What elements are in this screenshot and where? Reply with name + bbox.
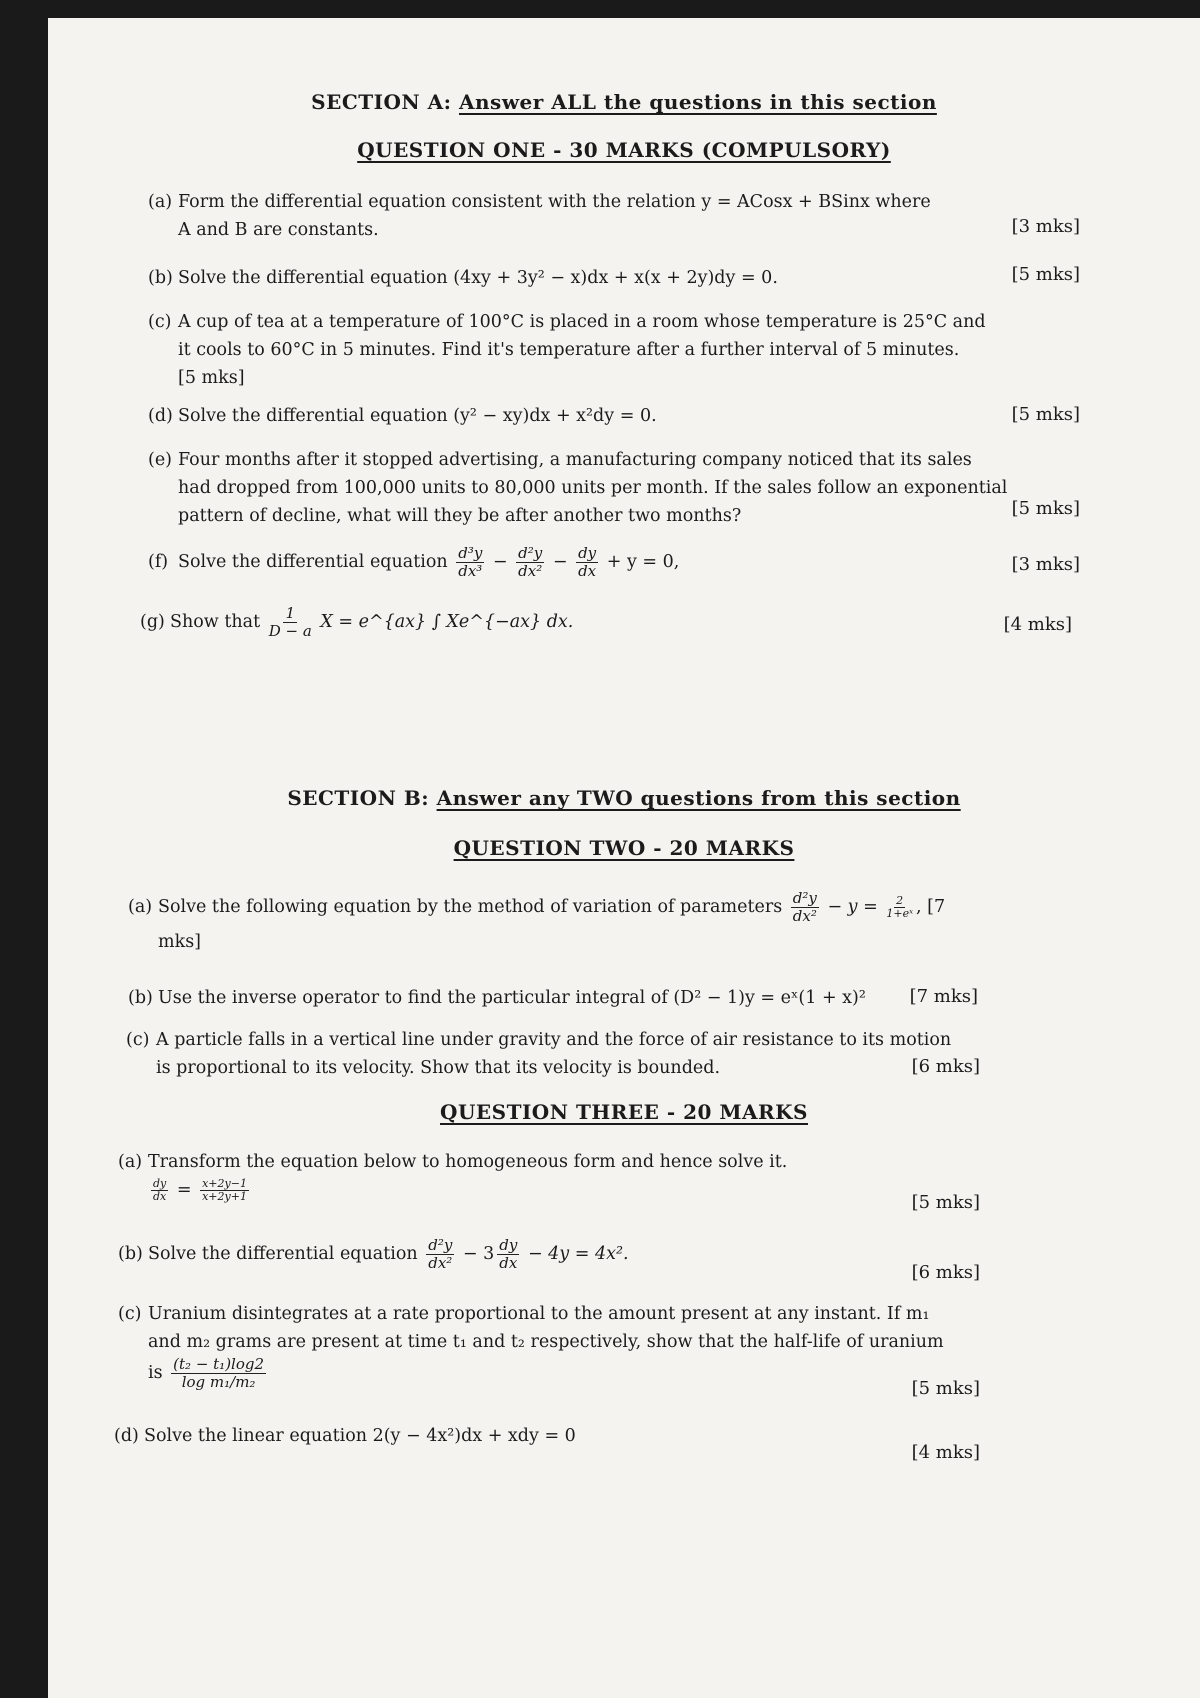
item-text: A particle falls in a vertical line under gravity and the force of air resistance to its motion bbox=[156, 1030, 952, 1050]
marks-q1e: [5 mks] bbox=[1011, 498, 1080, 519]
item-label: (d) bbox=[148, 406, 173, 426]
fraction-2-over-1-plus-ex bbox=[886, 895, 913, 920]
operator: − bbox=[492, 552, 508, 572]
frac-den: dx² bbox=[518, 562, 543, 580]
marks-q2a: , [7 bbox=[916, 897, 946, 917]
frac-den: dx bbox=[499, 1254, 518, 1272]
fraction-half-life bbox=[171, 1356, 266, 1391]
frac-num: (t₂ − t₁)log2 bbox=[173, 1355, 265, 1373]
fraction-d2y-dx2 bbox=[516, 545, 544, 580]
frac-den: dx² bbox=[792, 907, 817, 925]
operator: − y = bbox=[827, 897, 878, 917]
item-label: (f) bbox=[148, 552, 169, 572]
marks-q3c: [5 mks] bbox=[911, 1378, 980, 1399]
question-one-title bbox=[48, 138, 1200, 162]
q3-item-b bbox=[118, 1234, 858, 1274]
q1-item-c bbox=[148, 308, 1078, 392]
section-a-instruction: Answer ALL the questions in this section bbox=[459, 90, 937, 114]
frac-num: d²y bbox=[428, 1236, 453, 1254]
item-text-tail: − 4y = 4x². bbox=[527, 1244, 629, 1264]
item-text: Show that bbox=[170, 612, 261, 632]
item-label: (d) bbox=[114, 1426, 139, 1446]
q1-item-b bbox=[148, 264, 1008, 292]
q1-item-a bbox=[148, 188, 1068, 244]
fraction-d2y-dx2 bbox=[791, 890, 819, 925]
frac-den: dx² bbox=[428, 1254, 453, 1272]
frac-num: dy bbox=[499, 1236, 518, 1254]
section-b-instruction: Answer any TWO questions from this section bbox=[436, 786, 961, 810]
frac-num: d²y bbox=[518, 544, 543, 562]
item-label: (b) bbox=[128, 988, 153, 1008]
item-text-tail: + y = 0, bbox=[606, 552, 680, 572]
section-b-heading bbox=[48, 786, 1200, 810]
marks-q1b: [5 mks] bbox=[1011, 264, 1080, 285]
item-text: Uranium disintegrates at a rate proportional to the amount present at any instant. If m₁ bbox=[148, 1304, 930, 1324]
section-a-title: SECTION A: bbox=[311, 90, 459, 114]
item-text: Solve the differential equation (y² − xy)dx + x²dy = 0. bbox=[178, 406, 657, 426]
marks-q2c: [6 mks] bbox=[911, 1056, 980, 1077]
question-three-title bbox=[48, 1100, 1200, 1124]
q1-item-g bbox=[140, 602, 1000, 642]
fraction-1-over-d-minus-a bbox=[269, 605, 312, 640]
frac-num: 1 bbox=[285, 604, 295, 622]
q1-item-f bbox=[148, 542, 968, 582]
frac-den: log m₁/m₂ bbox=[181, 1373, 256, 1391]
item-text-cont: is bbox=[148, 1363, 163, 1383]
item-label: (a) bbox=[128, 897, 153, 917]
frac-num: 2 bbox=[896, 894, 904, 907]
fraction-homogeneous-rhs bbox=[200, 1178, 249, 1203]
frac-num: d²y bbox=[792, 889, 817, 907]
marks-q1c: [5 mks] bbox=[178, 368, 245, 388]
item-label: (c) bbox=[148, 312, 172, 332]
item-label: (a) bbox=[148, 192, 173, 212]
operator: − bbox=[552, 552, 568, 572]
marks-q1d: [5 mks] bbox=[1011, 404, 1080, 425]
question-one-title-text: QUESTION ONE - 30 MARKS (COMPULSORY) bbox=[357, 138, 891, 162]
section-b-title: SECTION B: bbox=[287, 786, 437, 810]
marks-q3b: [6 mks] bbox=[911, 1262, 980, 1283]
frac-den: dx³ bbox=[458, 562, 483, 580]
question-two-title bbox=[48, 836, 1200, 860]
item-text-cont: and m₂ grams are present at time t₁ and t₂ respectively, show that the half-life of uranium bbox=[148, 1332, 944, 1352]
q2-item-b bbox=[128, 984, 908, 1012]
operator: − 3 bbox=[462, 1244, 495, 1264]
item-text-cont: had dropped from 100,000 units to 80,000 units per month. If the sales follow an exponential bbox=[178, 478, 1008, 498]
marks-q1a: [3 mks] bbox=[1011, 216, 1080, 237]
fraction-d3y-dx3 bbox=[456, 545, 484, 580]
item-text: Four months after it stopped advertising, a manufacturing company noticed that its sales bbox=[178, 450, 972, 470]
item-label: (b) bbox=[148, 268, 173, 288]
q1-item-d bbox=[148, 402, 1008, 430]
exam-page bbox=[48, 18, 1200, 1698]
fraction-d2y-dx2 bbox=[426, 1237, 454, 1272]
item-label: (g) bbox=[140, 612, 165, 632]
item-text: Solve the linear equation 2(y − 4x²)dx + xdy = 0 bbox=[144, 1426, 576, 1446]
question-two-title-text: QUESTION TWO - 20 MARKS bbox=[453, 836, 795, 860]
marks-q2a-cont: mks] bbox=[158, 932, 202, 952]
item-label: (c) bbox=[126, 1030, 150, 1050]
fraction-dy-dx bbox=[151, 1178, 168, 1203]
marks-q3a: [5 mks] bbox=[911, 1192, 980, 1213]
frac-num: d³y bbox=[458, 544, 483, 562]
frac-den: x+2y+1 bbox=[202, 1190, 247, 1203]
marks-q1g: [4 mks] bbox=[1003, 614, 1072, 635]
item-text-cont: is proportional to its velocity. Show that its velocity is bounded. bbox=[156, 1058, 721, 1078]
item-text: Solve the differential equation (4xy + 3y² − x)dx + x(x + 2y)dy = 0. bbox=[178, 268, 778, 288]
frac-den: dx bbox=[153, 1190, 167, 1203]
fraction-dy-dx bbox=[576, 545, 598, 580]
marks-q3d: [4 mks] bbox=[911, 1442, 980, 1463]
item-label: (b) bbox=[118, 1244, 143, 1264]
marks-q2b: [7 mks] bbox=[909, 986, 978, 1007]
item-text-cont: A and B are constants. bbox=[178, 220, 379, 240]
frac-den: dx bbox=[578, 562, 597, 580]
item-text: Solve the following equation by the method of variation of parameters bbox=[158, 897, 783, 917]
question-three-title-text: QUESTION THREE - 20 MARKS bbox=[440, 1100, 808, 1124]
q3-item-d bbox=[114, 1422, 854, 1450]
operator: = bbox=[176, 1180, 192, 1200]
frac-num: x+2y−1 bbox=[202, 1177, 247, 1190]
item-text: Solve the differential equation bbox=[148, 1244, 418, 1264]
frac-den: D − a bbox=[268, 622, 312, 640]
item-label: (a) bbox=[118, 1152, 143, 1172]
item-text: A cup of tea at a temperature of 100°C is placed in a room whose temperature is 25°C and bbox=[178, 312, 986, 332]
q1-item-e bbox=[148, 446, 1078, 530]
section-a-heading bbox=[48, 90, 1200, 114]
item-text-cont: it cools to 60°C in 5 minutes. Find it's temperature after a further interval of 5 minutes. bbox=[178, 340, 960, 360]
q3-item-a bbox=[118, 1148, 958, 1204]
item-text: Solve the differential equation bbox=[178, 552, 448, 572]
item-text: Form the differential equation consistent with the relation y = ACosx + BSinx where bbox=[178, 192, 931, 212]
item-text-tail: X = e^{ax} ∫ Xe^{−ax} dx. bbox=[320, 612, 574, 632]
frac-num: dy bbox=[153, 1177, 167, 1190]
frac-den: 1+eˣ bbox=[886, 907, 913, 920]
fraction-dy-dx bbox=[497, 1237, 519, 1272]
marks-q1f: [3 mks] bbox=[1011, 554, 1080, 575]
item-text-cont: pattern of decline, what will they be after another two months? bbox=[178, 506, 742, 526]
item-label: (e) bbox=[148, 450, 173, 470]
item-label: (c) bbox=[118, 1304, 142, 1324]
item-text: Use the inverse operator to find the particular integral of (D² − 1)y = eˣ(1 + x)² bbox=[158, 988, 866, 1008]
q2-item-a bbox=[128, 890, 988, 959]
frac-num: dy bbox=[578, 544, 597, 562]
item-text: Transform the equation below to homogeneous form and hence solve it. bbox=[148, 1152, 788, 1172]
